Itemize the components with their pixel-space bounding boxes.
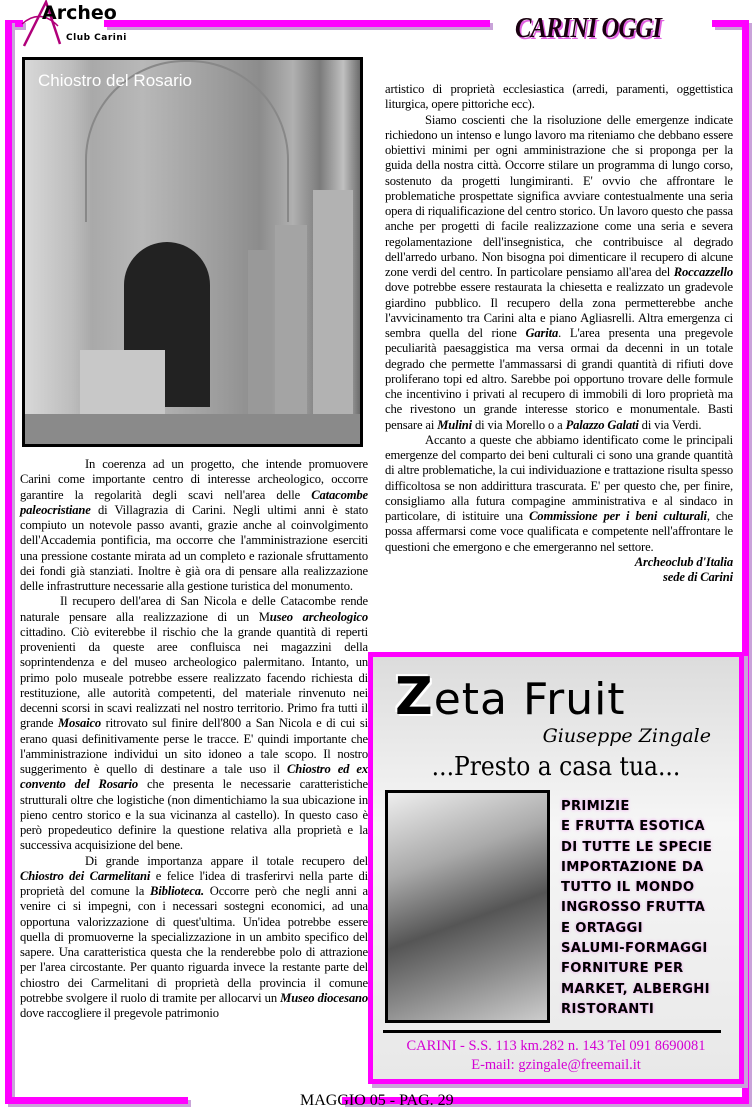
frame-left — [5, 20, 12, 1104]
ad-services-list — [561, 797, 712, 1020]
paragraph — [385, 433, 733, 555]
ad-divider — [383, 1030, 721, 1033]
photo-column — [248, 250, 272, 420]
ad-owner: Giuseppe Zingale — [542, 725, 711, 747]
emphasized-text: useo archeologico — [269, 609, 368, 624]
frame-top-middle — [104, 20, 490, 27]
ad-slogan: ...Presto a casa tua... — [431, 752, 681, 782]
text-segment: di via Verdi. — [638, 417, 702, 432]
ad-service-item: SALUMI-FORMAGGI — [561, 941, 708, 957]
ad-service-item: RISTORANTI — [561, 1001, 655, 1017]
text-segment: Siamo coscienti che la risoluzione delle emergenze indicate richiedono un intenso e lungo lavoro ma riteniamo che debbano essere obiettivi minimi per ogni amministrazione che si proponga per la guida della nostra città. Occorre stilare un programma di lungo corso, sostenuto da progetti lungimiranti. E' ovvio che affrontare le problematiche prospettate significa avviare contestualmente una seria opera di riqualificazione del centro storico. Un lavoro questo che passa anche per progetti di facile realizzazione come una seria e severa regolamentazione dell'insegnistica, che contribuisce al degrado dell'arredo urbano. Non bisogna poi dimenticare il recupero di alcune zone verdi del centro. In particolare pensiamo all'area del — [385, 112, 733, 279]
emphasized-text: Chiostro ed ex convento del Rosario — [20, 762, 368, 792]
ad-address: CARINI - S.S. 113 km.282 n. 143 Tel 091 8690081 — [406, 1038, 706, 1054]
emphasized-text: Mosaico — [58, 716, 102, 731]
ad-service-item: PRIMIZIE — [561, 799, 630, 814]
text-segment: di Villagrazia di Carini. Negli ultimi anni è stato compiuto un notevole passo avanti, grazie anche al coinvolgimento dell'Accademia pontificia, ma occorre che l'amministrazione eserciti una pressione costante mirata ad un completo e razionale sfruttamento dei fondi già stanziati. Inoltre è già ora di pensare alla realizzazione delle infrastrutture necessarie alla gestione turistica del monumento. — [20, 502, 368, 593]
photo-boxes — [80, 350, 165, 420]
text-segment: , che possa affermarsi come voce qualificata e competente nell'affrontare le questioni che emergono e che emergeranno nel settore. — [385, 509, 733, 554]
text-segment: e felice l'idea di trasferirvi nella parte di proprietà del comune la — [20, 868, 368, 898]
logo-subtitle: Club Carini — [66, 33, 127, 43]
text-segment: Accanto a queste che abbiamo identificato come le principali emergenze del comparto dei beni culturali ci sono una grande quantità di altre problematiche, la cui individuazione e trattazione risulta spesso difficoltosa se non addirittura trascurata. E' per questo che, per finire, consigliamo alla futura compagine amministrativa e al sindaco in particolare, di istituire una — [385, 432, 733, 523]
emphasized-text: Roccazzello — [673, 265, 733, 279]
photo-column — [313, 190, 353, 447]
text-segment: di via Morello o a — [472, 417, 566, 432]
text-segment: Di grande importanza appare il totale recupero del — [85, 853, 368, 868]
masthead-title: CARINI OGGI — [515, 12, 662, 44]
photo-floor — [25, 414, 360, 444]
ad-service-item: INGROSSO FRUTTA — [561, 900, 706, 916]
text-segment: Occorre però che negli anni a venire ci si impegni, con i necessari sostegni economici, ad una opportuna valorizzazione di quest'ultima. Un'idea potrebbe essere quella di promuoverne la specializzazione in un ambito specifico del sapere. Una caratteristica questa che la renderebbe polo di attrazione per l'area circostante. Per quanto riguarda invece la restante parte del chiostro dei Carmelitani di proprietà della provincia il comune potrebbe svolgere il ruolo di tramite per allocarvi un — [20, 884, 368, 1005]
paragraph — [385, 570, 733, 585]
zeta-fruit-advertisement — [368, 652, 744, 1084]
ad-brand-rest: eta Fruit — [433, 674, 626, 725]
text-segment: Il recupero dell'area di San Nicola e delle Catacombe rende naturale pensare alla realizzazione di un M — [20, 594, 368, 624]
ad-brand-initial: Z — [395, 667, 434, 727]
ad-service-item: MARKET, ALBERGHI — [561, 981, 710, 997]
emphasized-text: Catacombe paleocristiane — [20, 487, 368, 517]
ad-service-item: E FRUTTA ESOTICA — [561, 819, 705, 835]
article-right-column — [385, 82, 733, 585]
text-segment: Archeoclub d'Italia — [634, 554, 733, 569]
text-segment: dove potrebbe essere restaurata la chiesetta e realizzato un gradevole giardino pubblico. Il recupero della zona permetterebbe anche l'avvicinamento tra Carini alta e piano Agliasrelli. Altra emergenza ci sembra quella del rione — [385, 280, 733, 340]
text-segment: In coerenza ad un progetto, che intende promuovere Carini come importante centro di interesse archeologico, occorre garantire la regolarità degli scavi nell'area delle — [20, 457, 368, 502]
ad-shop-photo — [385, 790, 550, 1023]
ad-service-item: E ORTAGGI — [561, 920, 643, 936]
paragraph — [385, 555, 733, 570]
ad-service-item: IMPORTAZIONE DA — [561, 859, 704, 875]
cloister-photo — [22, 57, 363, 447]
ad-service-item: FORNITURE PER — [561, 961, 684, 977]
paragraph — [20, 854, 368, 1022]
text-segment: ritrovato sul finire dell'800 a San Nicola e di cui si erano quasi definitivamente perse le tracce. E' quindi importante che l'amministrazione individui un sito idoneo a tale scopo. Il nostro suggerimento è quello di destinare a tale uso il — [20, 716, 368, 776]
paragraph — [20, 594, 368, 853]
text-segment: dove raccogliere il pregevole patrimonio — [20, 1006, 219, 1020]
emphasized-text: Mulini — [437, 417, 473, 432]
ad-email: E-mail: gzingale@freemail.it — [471, 1057, 641, 1073]
text-segment: cittadino. Ciò eviterebbe il rischio che la grande quantità di reperti provenienti da queste aree confluisca nei magazzini della soprintendenza e del museo archeologico palermitano. Intanto, un primo polo museale potrebbe essere realizzato facendo richiesta di restituzione, alle autorità competenti, del materiale rinvenuto nei decenni scorsi in scavi realizzati nel nostro territorio. Primo fra tutti il grande — [20, 624, 368, 731]
emphasized-text: Palazzo Galati — [565, 417, 639, 432]
ad-brand — [395, 667, 626, 727]
paragraph — [385, 113, 733, 433]
emphasized-text: Museo diocesano — [280, 990, 368, 1005]
ad-contact — [373, 1037, 739, 1075]
text-segment: . L'area presenta una pregevole peculiarità paesaggistica ma versa ormai da decenni in un totale degrado che permette l'ammassarsi di grandi quantità di rifiuti dove proliferano topi ed altro. Sarebbe poi opportuno trovare delle formule che incentivino i privati al recupero di immobili di loro proprietà ma che rivestono un grande interesse storico e monumentale. Basti pensare ai — [385, 326, 733, 432]
archeoclub-logo — [20, 0, 140, 50]
text-segment: artistico di proprietà ecclesiastica (arredi, paramenti, oggettistica liturgica, opere pittoriche ecc). — [385, 82, 733, 112]
logo-text: Archeo — [42, 2, 117, 24]
emphasized-text: Biblioteca. — [149, 884, 204, 898]
photo-column — [275, 225, 307, 435]
article-left-column — [20, 457, 368, 1021]
page-footer: MAGGIO 05 - PAG. 29 — [300, 1092, 454, 1109]
emphasized-text: Commissione per i beni culturali — [529, 509, 707, 523]
emphasized-text: Garita — [525, 326, 559, 340]
ad-service-item: TUTTO IL MONDO — [561, 880, 695, 896]
frame-bottom-left — [5, 1097, 188, 1104]
text-segment: sede di Carini — [663, 570, 733, 584]
paragraph — [385, 82, 733, 113]
emphasized-text: Chiostro dei Carmelitani — [20, 868, 151, 883]
paragraph — [20, 457, 368, 594]
ad-service-item: DI TUTTE LE SPECIE — [561, 839, 713, 855]
text-segment: che presenta le necessarie caratteristiche strutturali oltre che logistiche (non dimentichiamo la sua ubicazione in pieno centro storico e la sua vicinanza al castello). In questo caso è però propedeutico definire la questione relativa alla proprietà e la successiva acquisizione del bene. — [20, 777, 368, 853]
photo-caption: Chiostro del Rosario — [38, 71, 193, 90]
